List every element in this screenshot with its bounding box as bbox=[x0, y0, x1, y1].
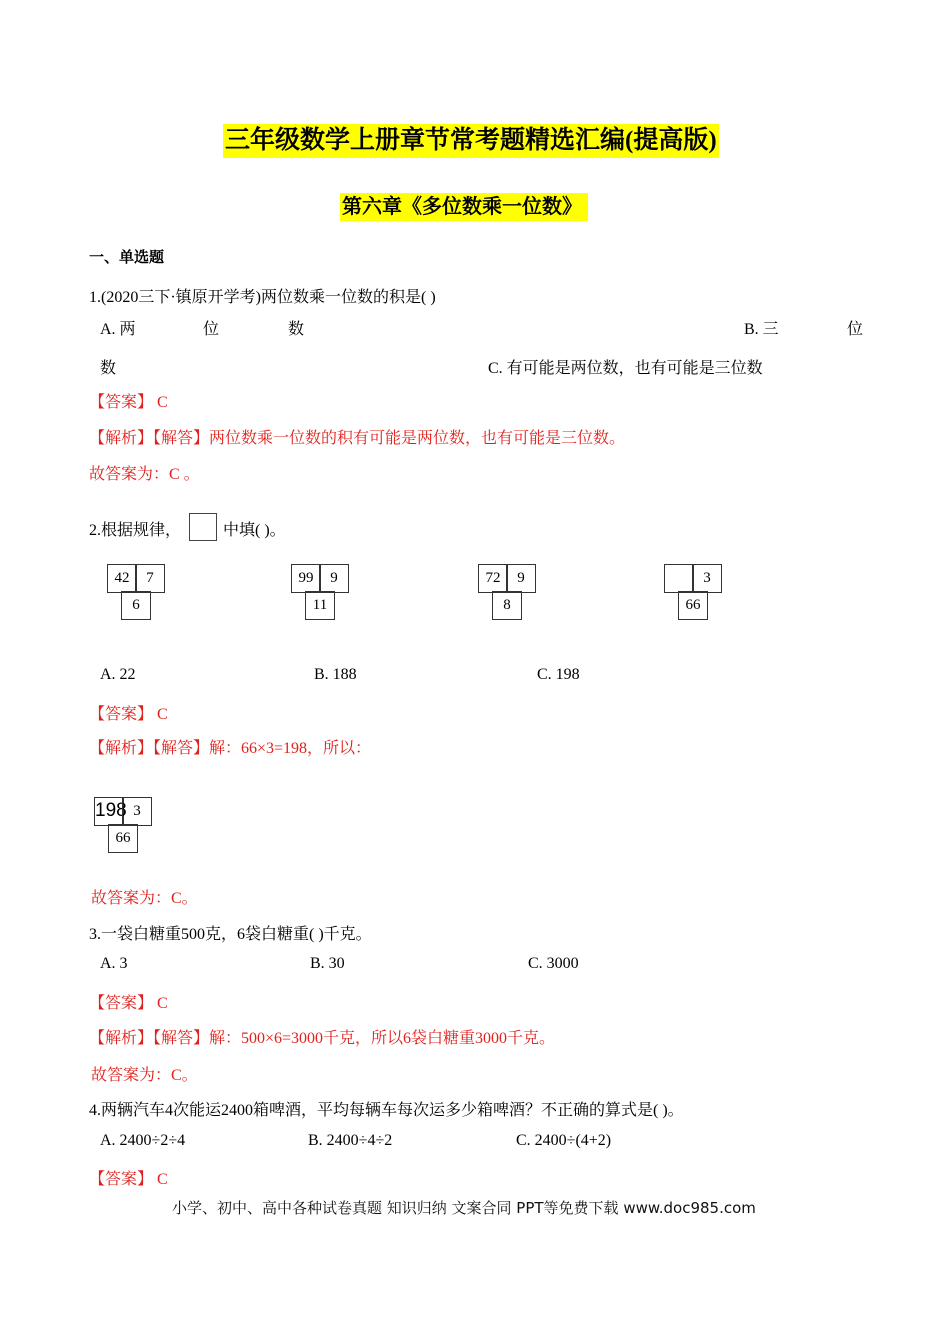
q2-option-b: B. 188 bbox=[314, 666, 357, 683]
pattern-diagram-4 bbox=[664, 564, 724, 622]
q4-option-a: A. 2400÷2÷4 bbox=[100, 1132, 186, 1149]
pattern-diagram-2 bbox=[291, 564, 351, 622]
pattern-1-top-left: 42 bbox=[107, 564, 137, 593]
pattern-2-top-left: 99 bbox=[291, 564, 321, 593]
q3-conclusion: 故答案为：C。 bbox=[91, 1067, 198, 1084]
pattern-1-top-right: 7 bbox=[135, 564, 165, 593]
page-footer: 小学、初中、高中各种试卷真题 知识归纳 文案合同 PPT等免费下载 www.doc985.com bbox=[172, 1199, 756, 1217]
solution-bottom: 66 bbox=[108, 824, 138, 853]
q1-answer: 【答案】 C bbox=[89, 394, 168, 411]
pattern-4-bottom: 66 bbox=[678, 591, 708, 620]
q1-option-c: C. 有可能是两位数，也有可能是三位数 bbox=[488, 360, 763, 377]
q2-answer: 【答案】 C bbox=[89, 706, 168, 723]
section-heading: 一、单选题 bbox=[89, 250, 165, 266]
blank-box-icon bbox=[189, 513, 217, 541]
q2-option-c: C. 198 bbox=[537, 666, 580, 683]
q3-analysis: 【解析】【解答】解：500×6=3000千克，所以6袋白糖重3000千克。 bbox=[89, 1030, 556, 1047]
q3-answer: 【答案】 C bbox=[89, 995, 168, 1012]
question-2-stem bbox=[89, 513, 286, 541]
pattern-1-bottom: 6 bbox=[121, 591, 151, 620]
pattern-4-top-left bbox=[664, 564, 694, 593]
q3-option-b: B. 30 bbox=[310, 955, 345, 972]
q1-conclusion: 故答案为：C 。 bbox=[89, 466, 200, 483]
q1-option-b-part2: 位 bbox=[847, 321, 864, 338]
question-3-stem: 3.一袋白糖重500克，6袋白糖重( )千克。 bbox=[89, 926, 372, 943]
pattern-2-top-right: 9 bbox=[319, 564, 349, 593]
q3-option-a: A. 3 bbox=[100, 955, 128, 972]
question-4-stem: 4.两辆汽车4次能运2400箱啤酒，平均每辆车每次运多少箱啤酒？不正确的算式是( )。 bbox=[89, 1102, 684, 1119]
q1-option-b-part3: 数 bbox=[100, 360, 117, 377]
pattern-diagram-1 bbox=[107, 564, 167, 622]
q1-option-b-part1: B. 三 bbox=[744, 321, 779, 338]
solution-top-right: 3 bbox=[122, 797, 152, 826]
q2-option-a: A. 22 bbox=[100, 666, 136, 683]
q4-option-b: B. 2400÷4÷2 bbox=[308, 1132, 393, 1149]
q2-conclusion: 故答案为：C。 bbox=[91, 890, 198, 907]
pattern-4-top-right: 3 bbox=[692, 564, 722, 593]
chapter-subtitle: 第六章《多位数乘一位数》 bbox=[340, 193, 588, 221]
q2-stem-suffix: 中填( )。 bbox=[223, 522, 286, 539]
pattern-diagram-3 bbox=[478, 564, 538, 622]
solution-top-left: 198 bbox=[94, 797, 124, 826]
pattern-3-bottom: 8 bbox=[492, 591, 522, 620]
q1-analysis: 【解析】【解答】两位数乘一位数的积有可能是两位数，也有可能是三位数。 bbox=[89, 430, 626, 447]
q1-option-a-part3: 数 bbox=[288, 321, 305, 338]
pattern-2-bottom: 11 bbox=[305, 591, 335, 620]
pattern-3-top-right: 9 bbox=[506, 564, 536, 593]
q2-analysis: 【解析】【解答】解：66×3=198，所以： bbox=[89, 740, 372, 757]
solution-diagram bbox=[94, 797, 154, 855]
document-title: 三年级数学上册章节常考题精选汇编(提高版) bbox=[223, 124, 719, 158]
q4-answer: 【答案】 C bbox=[89, 1171, 168, 1188]
q2-stem-prefix: 2.根据规律， bbox=[89, 522, 182, 539]
q1-option-a-part2: 位 bbox=[203, 321, 220, 338]
q4-option-c: C. 2400÷(4+2) bbox=[516, 1132, 612, 1149]
q1-option-a-part1: A. 两 bbox=[100, 321, 136, 338]
question-1-stem: 1.(2020三下·镇原开学考)两位数乘一位数的积是( ) bbox=[89, 289, 436, 306]
q3-option-c: C. 3000 bbox=[528, 955, 579, 972]
pattern-3-top-left: 72 bbox=[478, 564, 508, 593]
